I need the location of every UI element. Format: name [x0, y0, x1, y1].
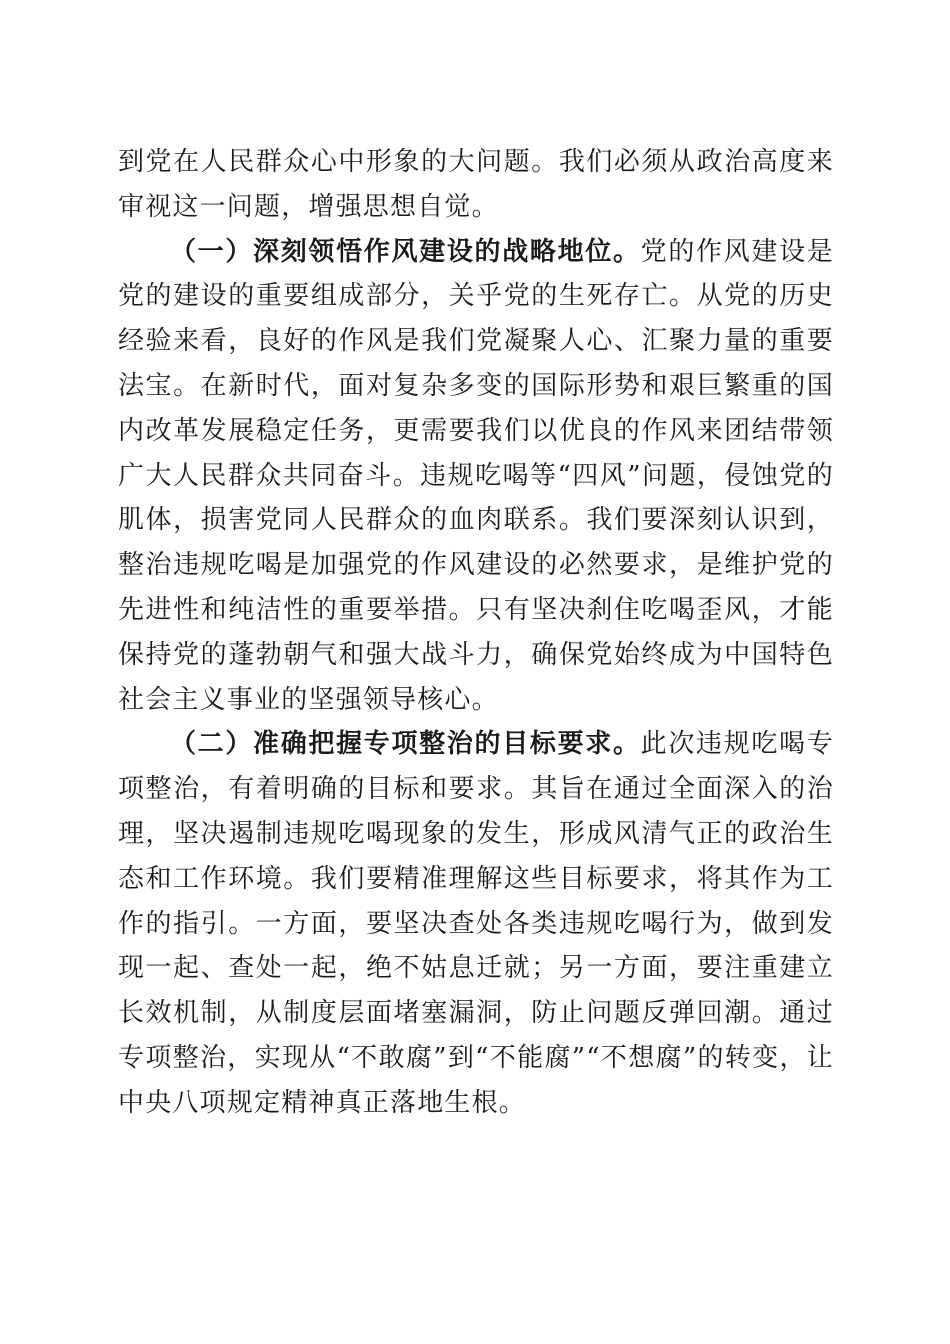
- section-1-paragraph: [118, 230, 834, 723]
- section-1-body: 党的作风建设是党的建设的重要组成部分，关乎党的生死存亡。从党的历史经验来看，良好的作风是我们党凝聚人心、汇聚力量的重要法宝。在新时代，面对复杂多变的国际形势和艰巨繁重的国内改革发展稳定任务，更需要我们以优良的作风来团结带领广大人民群众共同奋斗。违规吃喝等“四风”问题，侵蚀党的肌体，损害党同人民群众的血肉联系。我们要深刻认识到，整治违规吃喝是加强党的作风建设的必然要求，是维护党的先进性和纯洁性的重要举措。只有坚决刹住吃喝歪风，才能保持党的蓬勃朝气和强大战斗力，确保党始终成为中国特色社会主义事业的坚强领导核心。: [118, 236, 834, 715]
- section-1-heading: （一）深刻领悟作风建设的战略地位。: [170, 236, 641, 267]
- section-2-paragraph: [118, 722, 834, 1125]
- section-2-body: 此次违规吃喝专项整治，有着明确的目标和要求。其旨在通过全面深入的治理，坚决遏制违规吃喝现象的发生，形成风清气正的政治生态和工作环境。我们要精准理解这些目标要求，将其作为工作的指引。一方面，要坚决查处各类违规吃喝行为，做到发现一起、查处一起，绝不姑息迁就；另一方面，要注重建立长效机制，从制度层面堵塞漏洞，防止问题反弹回潮。通过专项整治，实现从“不敢腐”到“不能腐”“不想腐”的转变，让中央八项规定精神真正落地生根。: [118, 729, 834, 1118]
- continuation-paragraph: 到党在人民群众心中形象的大问题。我们必须从政治高度来审视这一问题，增强思想自觉。: [118, 147, 834, 222]
- document-body: [118, 140, 834, 1126]
- section-2-heading: （二）准确把握专项整治的目标要求。: [170, 729, 641, 760]
